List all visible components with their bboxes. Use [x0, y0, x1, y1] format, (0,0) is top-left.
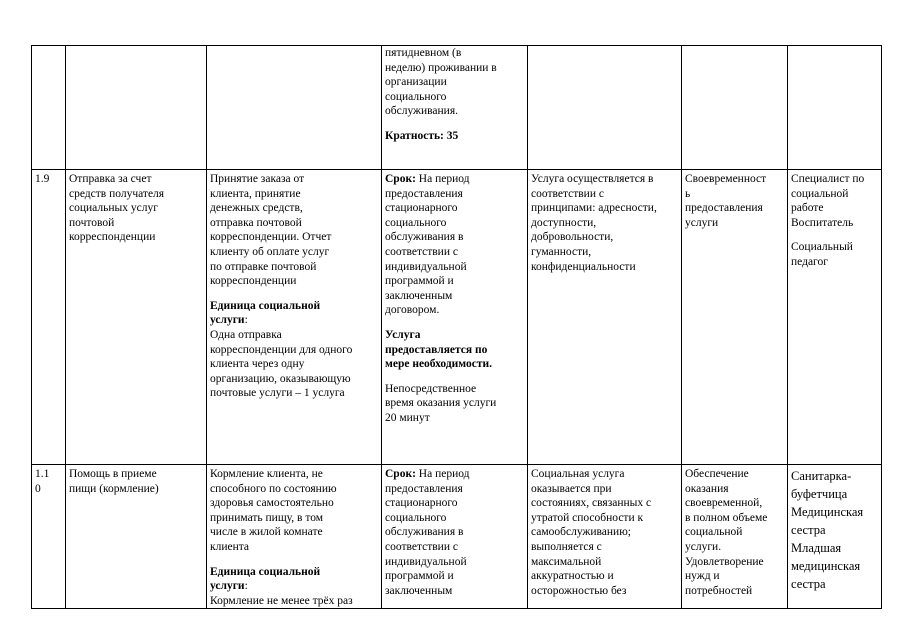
service-description-paragraph	[210, 467, 378, 555]
service-terms-paragraph	[385, 467, 524, 598]
document-page	[31, 45, 882, 609]
paragraph-suffix: :	[244, 314, 248, 327]
row-number-cell	[32, 465, 66, 609]
paragraph-text: Непосредственное время оказания услуги 20 минут	[385, 382, 497, 424]
responsible-staff-cell	[788, 465, 882, 609]
service-description-paragraph	[210, 328, 378, 401]
paragraph-gap	[385, 372, 524, 382]
paragraph-text: пятидневном (в неделю) проживании в организации социального обслуживания.	[385, 47, 497, 118]
paragraph-text: Кормление клиента, не способного по состоянию здоровья самостоятельно принимать пищу, в том числе в жилой комнате клиента	[210, 468, 337, 553]
responsible-staff-paragraph	[791, 172, 878, 230]
paragraph-text: Санитарка- буфетчица Медицинская сестра Младшая медицинская сестра	[791, 469, 864, 591]
paragraph-gap	[210, 289, 378, 299]
paragraph-text: Единица социальной услуги	[210, 299, 321, 327]
quality-indicators-cell	[682, 465, 788, 609]
responsible-staff-cell	[788, 46, 882, 170]
term-label: Срок:	[385, 173, 416, 185]
row-number-text: 1.9	[35, 173, 50, 185]
service-description-paragraph	[210, 172, 378, 289]
paragraph-gap	[791, 230, 878, 240]
service-description-paragraph	[210, 565, 378, 594]
service-terms-paragraph	[385, 328, 524, 372]
service-description-paragraph	[210, 594, 378, 609]
paragraph-suffix: :	[244, 580, 248, 593]
service-conditions-paragraph	[531, 172, 678, 274]
quality-indicators-cell	[682, 46, 788, 170]
responsible-staff-cell	[788, 170, 882, 465]
row-number-text: 1.1 0	[35, 468, 50, 495]
paragraph-text: Принятие заказа от клиента, принятие денежных средств, отправка почтовой корреспонденции. Отчет клиенту об оплате услуг по отправке почтовой корреспонденции	[210, 173, 332, 288]
paragraph-text: Услуга осуществляется в соответствии с принципами: адресности, доступности, добровольности, гуманности, конфиденциальности	[531, 173, 657, 273]
service-name-text: Помощь в приеме пищи (кормление)	[69, 468, 159, 495]
paragraph-text: Кратность: 35	[385, 129, 459, 142]
service-name-text: Отправка за счет средств получателя социальных услуг почтовой корреспонденции	[69, 173, 165, 244]
paragraph-text: Специалист по социальной работе Воспитатель	[791, 173, 865, 229]
service-conditions-cell	[528, 465, 682, 609]
row-number-cell	[32, 46, 66, 170]
paragraph-text: Социальный педагог	[791, 241, 853, 268]
paragraph-gap	[210, 555, 378, 565]
paragraph-text: Единица социальной услуги	[210, 565, 321, 593]
service-terms-paragraph	[385, 129, 524, 144]
paragraph-text: Услуга предоставляется по мере необходимости.	[385, 328, 492, 371]
service-name-cell	[66, 170, 207, 465]
quality-indicators-paragraph	[685, 172, 784, 230]
table-row	[32, 46, 882, 170]
service-conditions-paragraph	[531, 467, 678, 598]
service-terms-paragraph	[385, 172, 524, 318]
service-name-cell	[66, 465, 207, 609]
table-row	[32, 170, 882, 465]
quality-indicators-cell	[682, 170, 788, 465]
table-row	[32, 465, 882, 609]
service-description-paragraph	[210, 299, 378, 328]
paragraph-text: Социальная услуга оказывается при состояниях, связанных с утратой способности к самообслуживанию; выполняется с максимальной аккуратностью и осторожностью без	[531, 468, 652, 597]
paragraph-text: На период предоставления стационарного социального обслуживания в соответствии с индивидуальной программой и заключенным договором.	[385, 173, 470, 317]
service-terms-cell	[382, 465, 528, 609]
service-description-cell	[207, 46, 382, 170]
service-description-cell	[207, 465, 382, 609]
service-name-cell	[66, 46, 207, 170]
service-terms-paragraph	[385, 46, 524, 119]
quality-indicators-paragraph	[685, 467, 784, 598]
service-terms-cell	[382, 170, 528, 465]
paragraph-gap	[385, 318, 524, 328]
responsible-staff-paragraph	[791, 240, 878, 269]
service-terms-cell	[382, 46, 528, 170]
paragraph-gap	[385, 119, 524, 129]
paragraph-text: На период предоставления стационарного социального обслуживания в соответствии с индивидуальной программой и заключенным	[385, 468, 470, 597]
service-conditions-cell	[528, 170, 682, 465]
paragraph-text: Обеспечение оказания своевременной, в полном объеме социальной услуги. Удовлетворение нужд и потребностей	[685, 468, 768, 597]
responsible-staff-paragraph	[791, 467, 878, 593]
paragraph-text: Кормление не менее трёх раз	[210, 594, 353, 607]
service-description-cell	[207, 170, 382, 465]
paragraph-text: Одна отправка корреспонденции для одного клиента через одну организацию, оказывающую почтовые услуги – 1 услуга	[210, 328, 353, 400]
service-terms-paragraph	[385, 382, 524, 426]
services-table	[31, 45, 882, 609]
paragraph-text: Своевременност ь предоставления услуги	[685, 173, 767, 229]
row-number-cell	[32, 170, 66, 465]
term-label: Срок:	[385, 468, 416, 480]
service-conditions-cell	[528, 46, 682, 170]
